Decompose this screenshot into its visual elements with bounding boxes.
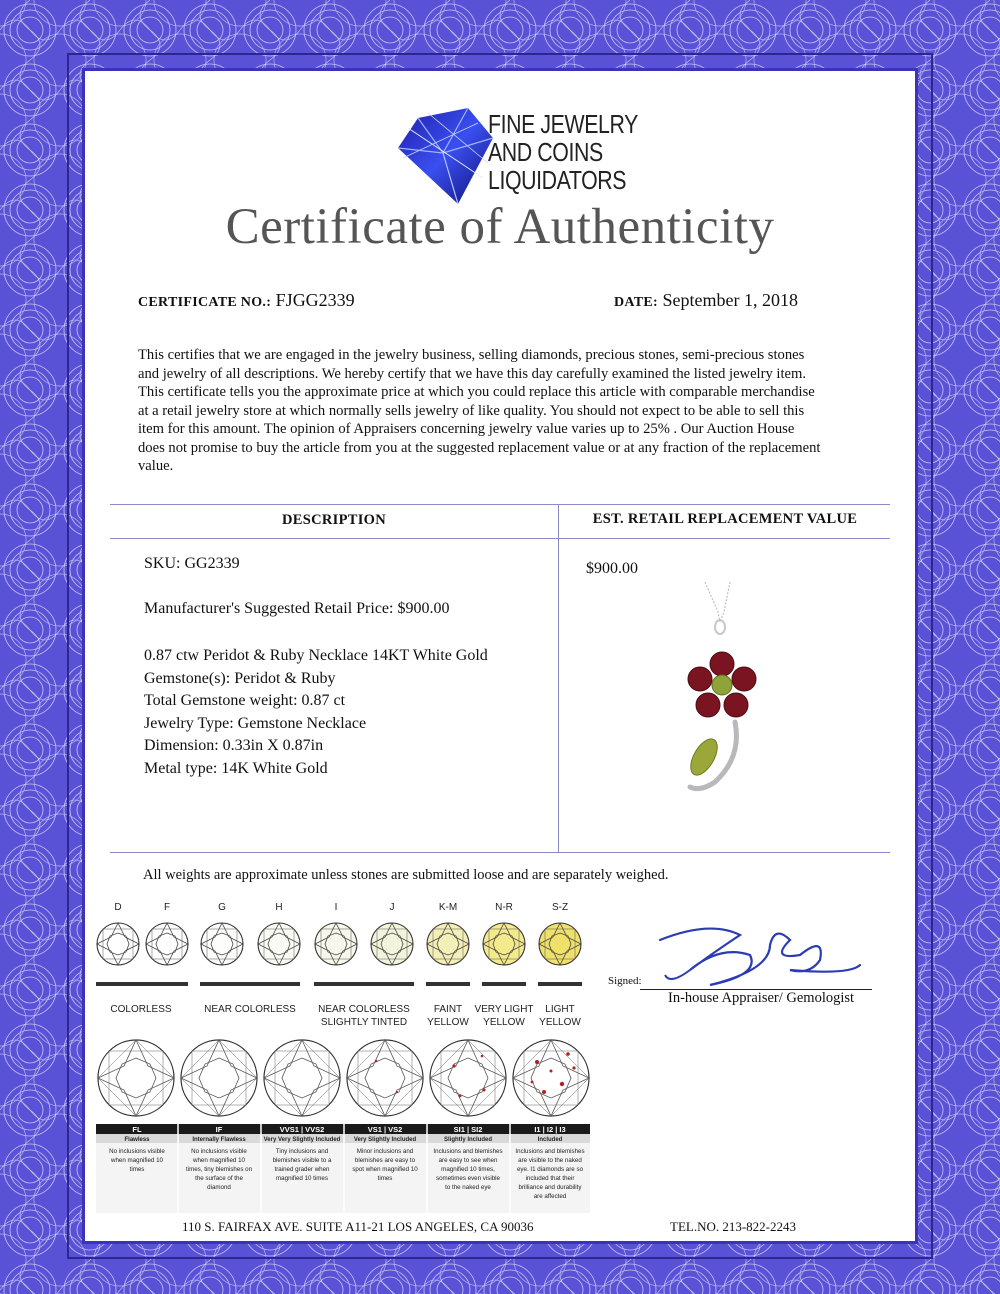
intro-line: item for this amount. The opinion of Appraisers concerning jewelry value varies up to 25% . Our Auction House	[138, 421, 795, 437]
color-group-label: YELLOW	[483, 1017, 525, 1028]
clarity-code: VVS1 | VVS2	[279, 1125, 325, 1134]
clarity-desc: Minor inclusions and	[356, 1148, 414, 1155]
color-group-label: NEAR COLORLESS	[204, 1004, 296, 1015]
detail-line: Jewelry Type: Gemstone Necklace	[144, 714, 367, 732]
color-diamond-icon	[97, 923, 139, 965]
color-grade-letter: D	[114, 902, 122, 913]
color-group-label: YELLOW	[539, 1017, 581, 1028]
color-group-label: FAINT	[433, 1004, 463, 1015]
detail-line: 0.87 ctw Peridot & Ruby Necklace 14KT White Gold	[144, 647, 488, 664]
detail-line: Gemstone(s): Peridot & Ruby	[144, 669, 336, 687]
appraiser-title: In-house Appraiser/ Gemologist	[668, 990, 855, 1006]
table-column-divider	[558, 504, 559, 852]
clarity-name: Included	[537, 1137, 563, 1143]
color-diamond-icon	[427, 923, 469, 965]
color-grade-letter: H	[275, 902, 283, 913]
clarity-desc: trained grader when	[274, 1166, 330, 1173]
certificate-date	[614, 290, 798, 311]
clarity-name: Slightly Included	[443, 1137, 493, 1143]
clarity-name: Very Very Slightly Included	[263, 1137, 341, 1143]
clarity-name: Very Slightly Included	[353, 1137, 417, 1143]
clarity-name: Internally Flawless	[192, 1137, 246, 1143]
clarity-desc: are easy to see when	[438, 1157, 498, 1164]
color-diamond-icon	[201, 923, 243, 965]
clarity-desc: are affected	[533, 1193, 567, 1200]
clarity-desc: Inclusions and blemishes	[433, 1148, 503, 1155]
necklace-product-image	[660, 582, 760, 812]
color-diamond-icon	[315, 923, 357, 965]
clarity-diamond-icon	[98, 1040, 174, 1116]
clarity-desc: eye. I1 diamonds are so	[516, 1166, 584, 1173]
clarity-code: IF	[215, 1125, 223, 1134]
clarity-desc: when magnified 10	[193, 1157, 245, 1164]
clarity-diamond-icon	[347, 1040, 423, 1116]
brand-line-3: LIQUIDATORS	[488, 165, 627, 195]
intro-line: This certifies that we are engaged in the jewelry business, selling diamonds, precious stones, semi-precious stones	[138, 347, 805, 363]
certificate-number-value: FJGG2339	[275, 290, 355, 310]
intro-line: does not promise to buy the article from you at the suggested replacement value or at any fraction of the replacement	[138, 439, 821, 456]
brand-line-1: FINE JEWELRY	[488, 109, 638, 139]
clarity-desc: blemishes visible to a	[272, 1157, 332, 1164]
color-group-label: VERY LIGHT	[474, 1004, 534, 1015]
detail-line: Metal type: 14K White Gold	[144, 759, 328, 777]
clarity-desc: are visible to the naked	[518, 1157, 582, 1164]
replacement-value: $900.00	[586, 560, 638, 577]
clarity-desc: sometimes even visible	[436, 1175, 500, 1182]
date-value: September 1, 2018	[662, 290, 799, 310]
clarity-desc: when magnified 10	[111, 1157, 163, 1164]
intro-line: This certificate tells you the approximate price at which you could replace this article with comparable merchandise	[138, 384, 815, 400]
clarity-desc: magnified 10 times	[276, 1175, 328, 1182]
color-grade-letter: G	[218, 902, 226, 913]
footer-address: 110 S. FAIRFAX AVE. SUITE A11-21 LOS ANGELES, CA 90036	[182, 1219, 534, 1234]
clarity-desc: magnified 10 times,	[441, 1166, 495, 1173]
color-grade-letter: I	[334, 902, 338, 913]
color-diamond-icon	[371, 923, 413, 965]
msrp-text: Manufacturer's Suggested Retail Price: $900.00	[144, 600, 450, 617]
color-grade-letter: N-R	[495, 902, 513, 913]
color-grade-letter: S-Z	[551, 902, 569, 913]
clarity-desc: times, tiny blemishes on	[185, 1166, 253, 1173]
certificate-number-label: CERTIFICATE NO.:	[138, 295, 272, 310]
detail-line: Dimension: 0.33in X 0.87in	[144, 737, 324, 754]
diamond-grading-chart	[92, 896, 592, 1216]
clarity-code: SI1 | SI2	[453, 1125, 483, 1134]
clarity-code: I1 | I2 | I3	[534, 1125, 566, 1134]
clarity-desc: times	[377, 1175, 393, 1182]
color-group-label: SLIGHTLY TINTED	[320, 1017, 408, 1028]
clarity-diamond-icon	[264, 1040, 340, 1116]
intro-line: and jewelry of all descriptions. We hereby certify that we have this day carefully examined the listed jewelry item.	[138, 365, 807, 382]
clarity-desc: blemishes are easy to	[354, 1157, 416, 1164]
clarity-diamond-icon	[181, 1040, 257, 1116]
signature-scribble	[650, 915, 870, 995]
clarity-desc: included that their	[525, 1175, 575, 1182]
detail-line: Total Gemstone weight: 0.87 ct	[144, 692, 346, 709]
clarity-diamond-icon	[513, 1040, 589, 1116]
column-header-description: DESCRIPTION	[281, 512, 386, 528]
weights-disclaimer: All weights are approximate unless stones are submitted loose and are separately weighed.	[143, 867, 669, 883]
clarity-desc: No inclusions visible	[191, 1148, 247, 1155]
clarity-desc: to the naked eye	[445, 1184, 491, 1191]
brand-wordmark	[488, 110, 638, 194]
clarity-desc: times	[129, 1166, 145, 1173]
color-diamond-icon	[539, 923, 581, 965]
color-group-label: YELLOW	[427, 1017, 469, 1028]
color-grade-letter: F	[163, 902, 171, 913]
clarity-desc: Inclusions and blemishes	[515, 1148, 585, 1155]
signed-label: Signed:	[608, 975, 642, 987]
intro-paragraph	[138, 346, 878, 476]
color-grade-letter: K-M	[438, 902, 458, 913]
clarity-desc: brilliance and durability	[518, 1184, 582, 1191]
clarity-desc: spot when magnified 10	[352, 1166, 418, 1173]
clarity-code: VS1 | VS2	[367, 1125, 403, 1134]
color-group-label: NEAR COLORLESS	[318, 1004, 410, 1015]
color-diamond-icon	[258, 923, 300, 965]
footer-telephone: TEL.NO. 213-822-2243	[670, 1219, 797, 1234]
intro-line: at a retail jewelry store at which normally sells jewelry of like quality. You should not expect to be able to sell this	[138, 402, 805, 419]
clarity-desc: the surface of the	[195, 1175, 243, 1182]
clarity-desc: diamond	[207, 1184, 231, 1191]
date-label: DATE:	[614, 295, 659, 310]
clarity-desc: Tiny inclusions and	[275, 1148, 329, 1155]
brand-line-2: AND COINS	[488, 137, 603, 167]
color-diamond-icon	[146, 923, 188, 965]
sku-text: SKU: GG2339	[144, 555, 240, 572]
color-grade-letter: J	[389, 902, 395, 913]
clarity-name: Flawless	[124, 1137, 150, 1143]
certificate-number	[138, 290, 355, 311]
clarity-desc: No inclusions visible	[109, 1148, 165, 1155]
color-diamond-icon	[483, 923, 525, 965]
clarity-code: FL	[132, 1125, 142, 1134]
clarity-diamond-icon	[430, 1040, 506, 1116]
column-header-value: EST. RETAIL REPLACEMENT VALUE	[592, 511, 858, 527]
intro-line: value.	[138, 458, 174, 474]
table-top-rule	[110, 504, 890, 505]
table-header-rule	[110, 538, 890, 539]
color-group-label: COLORLESS	[110, 1004, 172, 1015]
table-bottom-rule	[110, 852, 890, 853]
page-title: Certificate of Authenticity	[225, 199, 775, 255]
color-group-label: LIGHT	[545, 1004, 575, 1015]
item-details	[144, 645, 488, 780]
